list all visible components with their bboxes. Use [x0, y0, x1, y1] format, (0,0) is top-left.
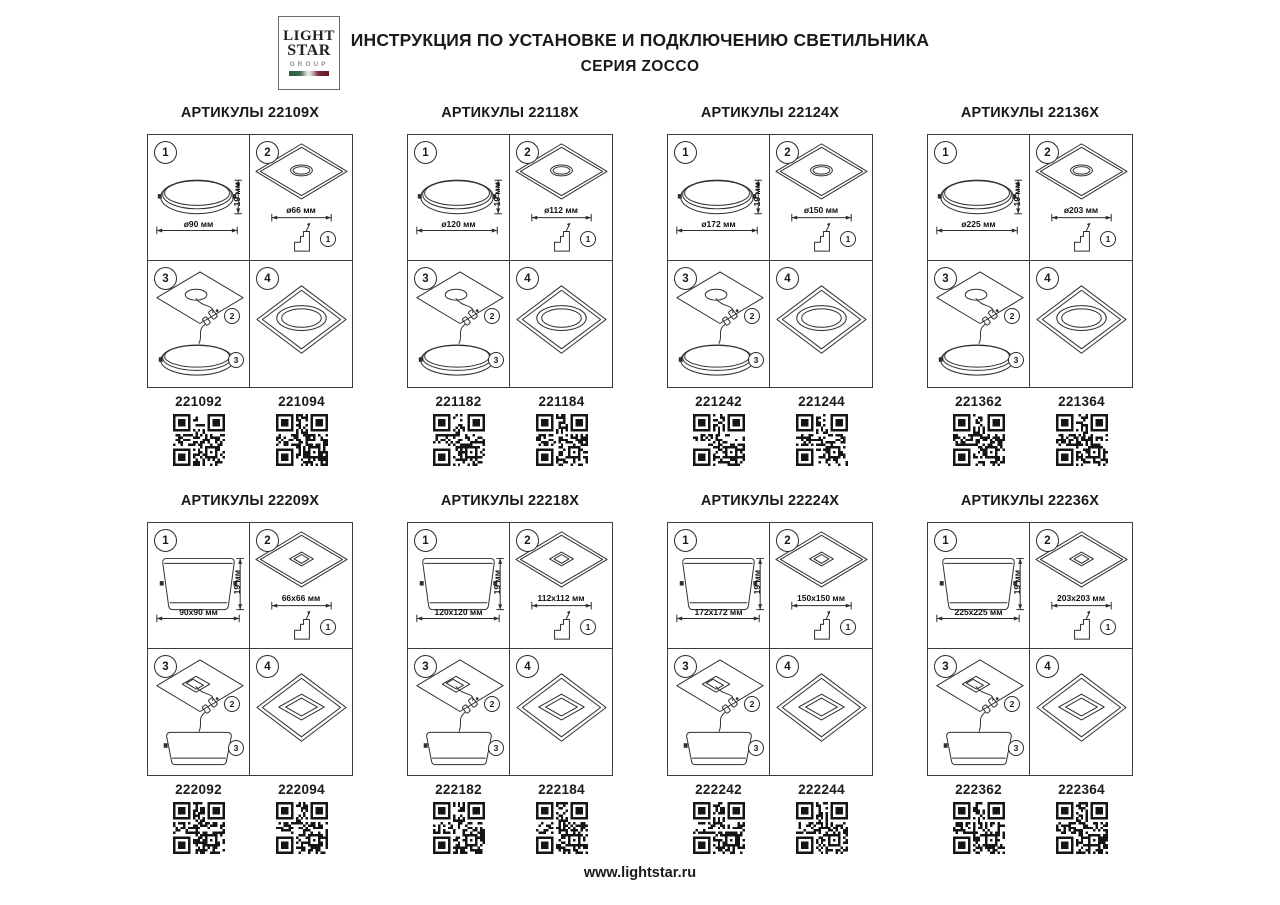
fixture-width-dimension: 172x172 мм [694, 607, 743, 617]
article-number: 221362 [955, 394, 1002, 409]
step-2-ceiling-cutout [1030, 135, 1132, 261]
article-block [770, 394, 873, 466]
step-4-badge: 4 [776, 267, 799, 290]
article-row [927, 782, 1133, 854]
step-1-badge: 1 [934, 529, 957, 552]
cutout-dimension: 112x112 мм [537, 593, 585, 603]
article-number: 221094 [278, 394, 325, 409]
step-3-badge: 3 [934, 267, 957, 290]
step-3-wiring [668, 261, 770, 387]
step-4-badge: 4 [516, 267, 539, 290]
header [0, 0, 1280, 100]
article-block [1030, 782, 1133, 854]
fixture-width-dimension: 225x225 мм [954, 607, 1003, 617]
qr-code [953, 414, 1005, 466]
cutout-dimension: 150x150 мм [796, 593, 846, 603]
step-3-badge: 3 [674, 267, 697, 290]
instruction-grid [147, 522, 353, 776]
qr-code [1056, 802, 1108, 854]
panel-title: АРТИКУЛЫ 22109X [180, 105, 320, 121]
cutout-dimension: ø150 мм [803, 205, 839, 215]
instruction-grid [667, 134, 873, 388]
qr-code [173, 414, 225, 466]
qr-code [276, 802, 328, 854]
qr-code [536, 414, 588, 466]
step-4-badge: 4 [776, 655, 799, 678]
fixture-width-dimension: ø225 мм [961, 219, 996, 229]
qr-code [173, 802, 225, 854]
step-2-ceiling-cutout [250, 135, 352, 261]
fixture-height-dimension: 19 мм [751, 182, 762, 207]
article-row [147, 782, 353, 854]
step-2-badge: 2 [516, 529, 539, 552]
step-3-wiring [148, 261, 250, 387]
fixture-height-dimension: 19 мм [491, 182, 502, 207]
step-1-badge: 1 [154, 529, 177, 552]
callout-1: 1 [320, 231, 336, 247]
step-1-badge: 1 [674, 529, 697, 552]
article-number: 221364 [1058, 394, 1105, 409]
step-1-fixture-dimensions [668, 523, 770, 649]
callout-2: 2 [744, 308, 760, 324]
fixture-width-dimension: ø90 мм [183, 219, 214, 229]
step-3-wiring [928, 261, 1030, 387]
callout-3: 3 [488, 352, 504, 368]
fixture-height-dimension: 19 мм [751, 570, 762, 595]
product-panel [407, 488, 613, 854]
callout-3: 3 [228, 352, 244, 368]
lightstar-logo [278, 16, 340, 90]
article-block [407, 782, 510, 854]
article-number: 222094 [278, 782, 325, 797]
step-2-ceiling-cutout [1030, 523, 1132, 649]
website-url: www.lightstar.ru [583, 865, 697, 881]
product-panel [407, 100, 613, 466]
article-number: 221242 [695, 394, 742, 409]
panel-title: АРТИКУЛЫ 22236X [960, 493, 1100, 509]
panel-title: АРТИКУЛЫ 22218X [440, 493, 580, 509]
callout-3: 3 [1008, 740, 1024, 756]
callout-1: 1 [580, 619, 596, 635]
step-4-installed [1030, 649, 1132, 775]
callout-3: 3 [488, 740, 504, 756]
step-3-badge: 3 [934, 655, 957, 678]
italian-flag-bar [289, 71, 329, 76]
fixture-width-dimension: ø172 мм [701, 219, 736, 229]
fixture-width-dimension: 90x90 мм [179, 607, 218, 617]
step-4-installed [250, 261, 352, 387]
step-1-fixture-dimensions [668, 135, 770, 261]
product-panel [667, 100, 873, 466]
article-block [927, 782, 1030, 854]
article-block [1030, 394, 1133, 466]
step-1-fixture-dimensions [928, 523, 1030, 649]
step-2-ceiling-cutout [770, 135, 872, 261]
instruction-grid [407, 134, 613, 388]
panel-title: АРТИКУЛЫ 22224X [700, 493, 840, 509]
callout-3: 3 [748, 740, 764, 756]
article-number: 221244 [798, 394, 845, 409]
step-4-badge: 4 [1036, 267, 1059, 290]
step-4-installed [770, 261, 872, 387]
product-panel [147, 488, 353, 854]
instruction-grid [927, 522, 1133, 776]
step-1-badge: 1 [414, 529, 437, 552]
step-4-installed [510, 261, 612, 387]
panel-title: АРТИКУЛЫ 22209X [180, 493, 320, 509]
article-block [250, 394, 353, 466]
qr-code [796, 414, 848, 466]
panel-row-square [147, 488, 1133, 854]
callout-1: 1 [840, 231, 856, 247]
article-row [667, 394, 873, 466]
article-number: 222244 [798, 782, 845, 797]
qr-code [433, 414, 485, 466]
step-2-ceiling-cutout [510, 135, 612, 261]
article-number: 222364 [1058, 782, 1105, 797]
qr-code [796, 802, 848, 854]
panel-title: АРТИКУЛЫ 22136X [960, 105, 1100, 121]
callout-2: 2 [224, 696, 240, 712]
qr-code [693, 802, 745, 854]
step-1-fixture-dimensions [408, 135, 510, 261]
fixture-height-dimension: 19 мм [231, 182, 242, 207]
step-3-wiring [668, 649, 770, 775]
step-1-fixture-dimensions [148, 523, 250, 649]
article-block [407, 394, 510, 466]
title-block [0, 0, 1280, 76]
step-4-badge: 4 [1036, 655, 1059, 678]
step-2-badge: 2 [776, 141, 799, 164]
cutout-dimension: 66x66 мм [281, 593, 321, 603]
cutout-dimension: ø66 мм [286, 205, 316, 215]
article-number: 222184 [538, 782, 585, 797]
step-3-badge: 3 [674, 655, 697, 678]
step-2-badge: 2 [256, 141, 279, 164]
callout-2: 2 [484, 696, 500, 712]
cutout-dimension: 203x203 мм [1056, 593, 1106, 603]
callout-1: 1 [320, 619, 336, 635]
panel-title: АРТИКУЛЫ 22118X [441, 105, 579, 121]
logo-text-star: STAR [287, 42, 331, 60]
step-1-fixture-dimensions [408, 523, 510, 649]
step-2-badge: 2 [776, 529, 799, 552]
panel-title: АРТИКУЛЫ 22124X [700, 105, 840, 121]
qr-code [1056, 414, 1108, 466]
product-panel [927, 100, 1133, 466]
article-row [667, 782, 873, 854]
logo-text-light: LIGHT [283, 28, 335, 45]
callout-3: 3 [228, 740, 244, 756]
step-3-wiring [408, 649, 510, 775]
step-2-badge: 2 [1036, 141, 1059, 164]
step-2-badge: 2 [1036, 529, 1059, 552]
step-1-badge: 1 [674, 141, 697, 164]
qr-code [953, 802, 1005, 854]
article-row [147, 394, 353, 466]
page-subtitle: СЕРИЯ ZOCCO [580, 58, 700, 75]
instruction-grid [927, 134, 1133, 388]
step-4-badge: 4 [256, 267, 279, 290]
fixture-height-dimension: 19 мм [1011, 182, 1022, 207]
step-2-ceiling-cutout [250, 523, 352, 649]
article-block [510, 394, 613, 466]
step-1-fixture-dimensions [928, 135, 1030, 261]
step-1-badge: 1 [934, 141, 957, 164]
cutout-dimension: ø112 мм [544, 205, 578, 215]
step-1-fixture-dimensions [148, 135, 250, 261]
article-block [147, 394, 250, 466]
step-3-wiring [148, 649, 250, 775]
article-block [250, 782, 353, 854]
step-4-installed [250, 649, 352, 775]
step-1-badge: 1 [414, 141, 437, 164]
article-block [667, 394, 770, 466]
panels-area [0, 100, 1280, 854]
qr-code [693, 414, 745, 466]
panel-row-round [147, 100, 1133, 466]
qr-code [433, 802, 485, 854]
callout-3: 3 [1008, 352, 1024, 368]
fixture-height-dimension: 19 мм [491, 570, 502, 595]
cutout-dimension: ø203 мм [1063, 205, 1099, 215]
callout-1: 1 [1100, 619, 1116, 635]
article-block [927, 394, 1030, 466]
qr-code [536, 802, 588, 854]
step-1-badge: 1 [154, 141, 177, 164]
step-4-badge: 4 [516, 655, 539, 678]
callout-2: 2 [1004, 308, 1020, 324]
callout-2: 2 [224, 308, 240, 324]
fixture-height-dimension: 19 мм [1011, 570, 1022, 595]
instruction-grid [147, 134, 353, 388]
footer [0, 865, 1280, 881]
step-3-badge: 3 [414, 267, 437, 290]
step-4-badge: 4 [256, 655, 279, 678]
step-3-wiring [408, 261, 510, 387]
article-block [510, 782, 613, 854]
article-row [407, 394, 613, 466]
step-3-badge: 3 [414, 655, 437, 678]
article-number: 221182 [435, 394, 482, 409]
fixture-height-dimension: 19 мм [231, 570, 242, 595]
product-panel [667, 488, 873, 854]
article-row [927, 394, 1133, 466]
callout-2: 2 [744, 696, 760, 712]
fixture-width-dimension: 120x120 мм [434, 607, 483, 617]
step-2-badge: 2 [256, 529, 279, 552]
step-3-wiring [928, 649, 1030, 775]
step-4-installed [1030, 261, 1132, 387]
article-block [147, 782, 250, 854]
callout-2: 2 [484, 308, 500, 324]
step-2-ceiling-cutout [510, 523, 612, 649]
article-number: 221184 [538, 394, 585, 409]
article-number: 222182 [435, 782, 482, 797]
callout-3: 3 [748, 352, 764, 368]
logo-text-group: GROUP [289, 60, 329, 68]
article-number: 222362 [955, 782, 1002, 797]
instruction-grid [667, 522, 873, 776]
article-block [770, 782, 873, 854]
page-title: ИНСТРУКЦИЯ ПО УСТАНОВКЕ И ПОДКЛЮЧЕНИЮ СВЕТИЛЬНИКА [350, 30, 930, 50]
qr-code [276, 414, 328, 466]
step-4-installed [770, 649, 872, 775]
product-panel [927, 488, 1133, 854]
article-number: 222092 [175, 782, 222, 797]
fixture-width-dimension: ø120 мм [441, 219, 476, 229]
step-4-installed [510, 649, 612, 775]
step-2-ceiling-cutout [770, 523, 872, 649]
article-number: 221092 [175, 394, 222, 409]
product-panel [147, 100, 353, 466]
step-3-badge: 3 [154, 267, 177, 290]
article-number: 222242 [695, 782, 742, 797]
article-block [667, 782, 770, 854]
step-2-badge: 2 [516, 141, 539, 164]
callout-1: 1 [580, 231, 596, 247]
callout-1: 1 [1100, 231, 1116, 247]
article-row [407, 782, 613, 854]
instruction-grid [407, 522, 613, 776]
step-3-badge: 3 [154, 655, 177, 678]
callout-2: 2 [1004, 696, 1020, 712]
callout-1: 1 [840, 619, 856, 635]
